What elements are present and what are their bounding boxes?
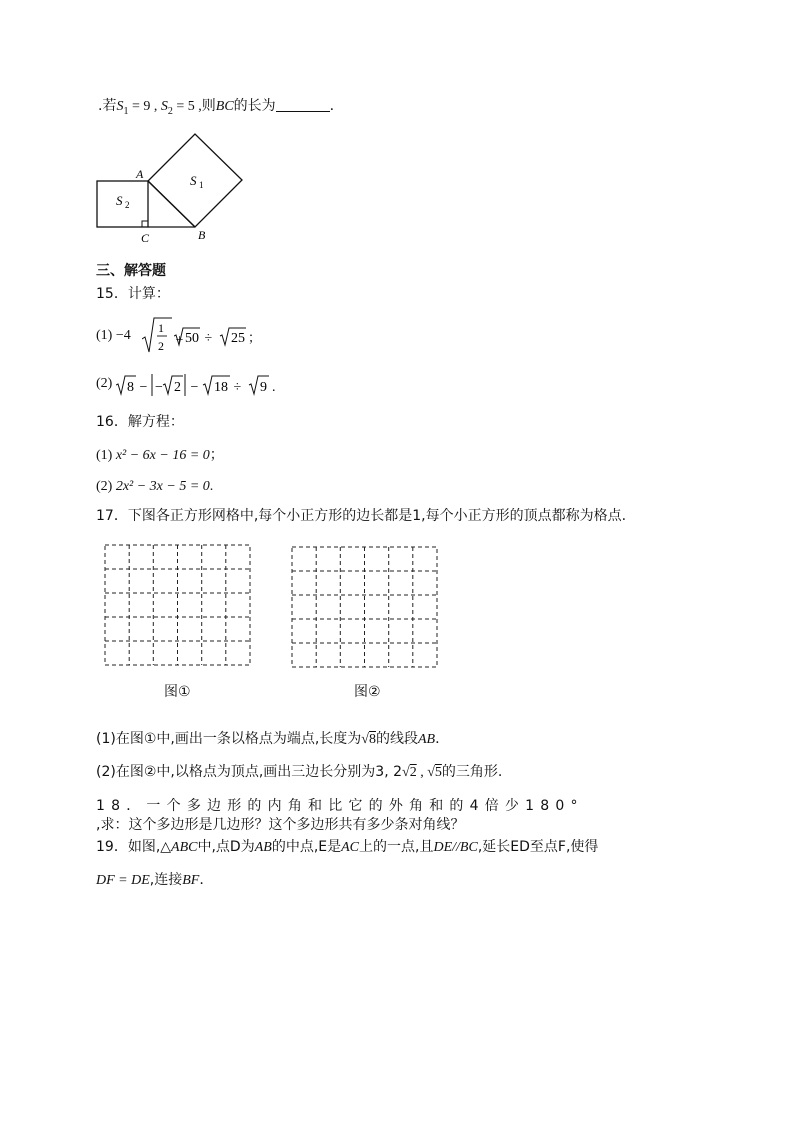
label-s1: S	[190, 173, 197, 188]
q19-debc: DE//BC	[433, 840, 478, 855]
q17-p2-a: (2)在图②中,以格点为顶点,画出三边长分别为3, 2	[96, 764, 402, 780]
q17-title: 17．下图各正方形网格中,每个小正方形的边长都是1,每个小正方形的顶点都称为格点.	[96, 508, 627, 524]
q17-p1-b: 的线段	[375, 731, 418, 747]
q17-p1-sqrt: √8	[361, 732, 376, 747]
q16-p1-prefix: (1)	[96, 448, 116, 463]
q19-l1-e: ,延长ED至点F,使得	[477, 839, 599, 855]
label-s2-sub: 2	[125, 200, 130, 210]
squares-figure	[90, 125, 250, 245]
q15-p2-rad-9: 9	[260, 380, 267, 395]
q17-p2-b: 的三角形.	[441, 764, 503, 780]
q15-title: 15．计算：	[96, 286, 170, 302]
q15-p2-rad-8: 8	[127, 380, 134, 395]
q16-p1-eq: x² − 6x − 16 = 0	[115, 448, 210, 463]
label-a: A	[136, 167, 144, 181]
q19-l2-b: ,连接	[149, 872, 183, 888]
q15-p1-plus: +	[172, 333, 187, 348]
q16-p2-end: .	[209, 479, 214, 494]
q18-line1: 18．一个多边形的内角和比它的外角和的4倍少180°	[96, 798, 584, 814]
q14-prefix: .若	[98, 98, 117, 114]
q15-frac-num: 1	[158, 321, 164, 335]
q19-line1	[96, 838, 598, 857]
label-s1-sub: 1	[199, 180, 204, 190]
q17-part2	[96, 763, 502, 782]
q15-p2-expr	[116, 372, 376, 398]
q19-ab: AB	[254, 840, 272, 855]
q17-part1	[96, 730, 440, 749]
q17-p1-ab: AB	[417, 732, 436, 747]
q14-s1-sub: 1	[123, 105, 129, 117]
q17-p1-rad: 8	[368, 732, 376, 747]
q19-bf: BF	[182, 873, 200, 888]
q16-part1	[96, 446, 224, 465]
q19-l1-c: 的中点,E是	[271, 839, 342, 855]
right-angle-mark	[142, 221, 148, 227]
q15-part1	[96, 314, 396, 358]
q16-p2-eq: 2x² − 3x − 5 = 0	[115, 479, 210, 494]
label-s2: S	[116, 193, 123, 208]
q14-s2-sub: 2	[167, 105, 173, 117]
q15-p1-div: ÷	[201, 331, 216, 346]
q16-part2	[96, 477, 213, 496]
q14-line	[98, 97, 334, 121]
grid-figure-1	[104, 544, 252, 668]
grid-figure-2	[291, 546, 439, 670]
q15-p1-prefix: (1) −4	[96, 328, 131, 343]
q15-p2-m2: −	[187, 380, 202, 395]
q14-end: .	[329, 98, 335, 114]
q14-s1-val: = 9 ,	[128, 99, 161, 114]
q15-p2-div: ÷	[230, 380, 245, 395]
q19-line2	[96, 871, 204, 890]
q17-p2-rad1: 2	[409, 765, 417, 780]
q15-p1-end: ；	[248, 331, 262, 346]
q14-mid: 则	[201, 98, 216, 114]
q15-p2-end: .	[272, 380, 276, 395]
q17-p2-sqrt1: √2	[402, 765, 417, 780]
label-b: B	[198, 228, 206, 242]
q19-l1-d: 上的一点,且	[359, 839, 434, 855]
q17-p2-sqrt2: √5	[427, 765, 442, 780]
label-c: C	[141, 231, 150, 245]
answer-blank[interactable]	[276, 99, 330, 112]
q17-p2-comma: ,	[416, 765, 428, 780]
q19-ac: AC	[341, 840, 360, 855]
q14-suffix: 的长为	[233, 98, 276, 114]
square-s2	[97, 181, 148, 227]
q18-line2: ,求：这个多边形是几边形？这个多边形共有多少条对角线？	[96, 817, 465, 833]
q14-s2-val: = 5 ,	[172, 99, 202, 114]
q17-p1-a: (1)在图①中,画出一条以格点为端点,长度为	[96, 731, 362, 747]
q15-p2-m1: −	[136, 380, 151, 395]
q16-title: 16．解方程：	[96, 414, 184, 430]
fig2-caption: 图②	[354, 684, 381, 700]
q15-frac-den: 2	[158, 339, 164, 353]
q19-tri: △ABC	[160, 840, 198, 855]
q15-part2	[96, 372, 396, 398]
fig1-caption: 图①	[164, 684, 191, 700]
q15-p2-rad-18: 18	[214, 380, 228, 395]
q15-rad-50: 50	[185, 331, 199, 346]
q19-l1-a: 19．如图,	[96, 839, 161, 855]
q16-p2-prefix: (2)	[96, 479, 116, 494]
q15-p1-rest	[174, 326, 344, 348]
q14-bc: BC	[215, 99, 234, 114]
q16-p1-end: ；	[209, 447, 224, 463]
q19-dfde: DF = DE	[96, 873, 150, 888]
q14-s2: S	[160, 99, 168, 114]
q19-l1-b: 中,点D为	[197, 839, 255, 855]
q14-s1: S	[116, 99, 124, 114]
q15-p2-rad-2: 2	[174, 380, 181, 395]
q19-l2-end: .	[199, 872, 204, 888]
q15-p2-prefix: (2)	[96, 376, 113, 391]
q17-p2-rad2: 5	[434, 765, 442, 780]
q15-rad-25: 25	[231, 331, 245, 346]
q17-p1-end: .	[435, 731, 440, 747]
q15-p2-abs-minus: −	[155, 380, 163, 395]
section-heading: 三、解答题	[96, 263, 166, 279]
